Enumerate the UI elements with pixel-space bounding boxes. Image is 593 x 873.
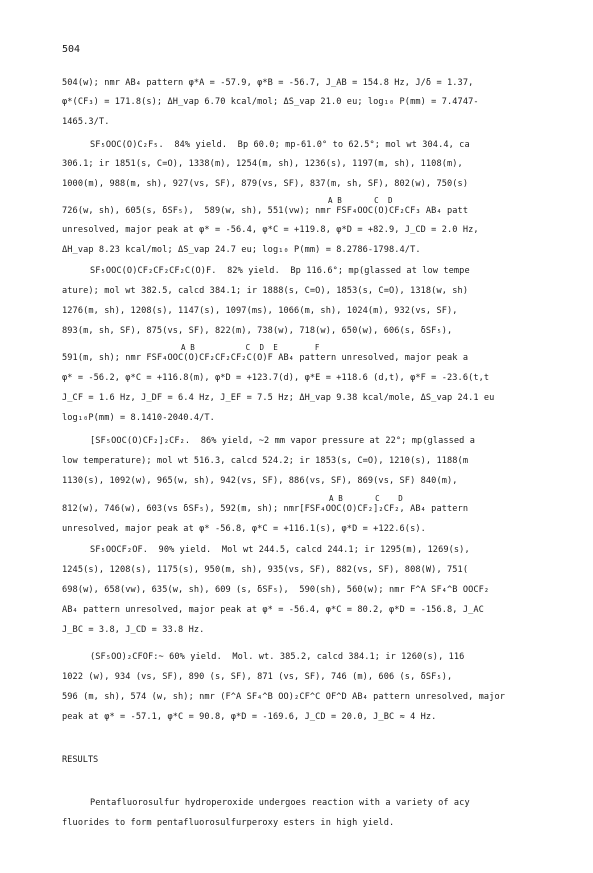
text-line: 1022 (w), 934 (vs, SF), 890 (s, SF), 871 (vs, SF), 746 (m), 606 (s, δSF₅),: [62, 672, 453, 682]
text-line: 1245(s), 1208(s), 1175(s), 950(m, sh), 935(vs, SF), 882(vs, SF), 808(W), 751(: [62, 565, 469, 575]
text-line: 698(w), 658(vw), 635(w, sh), 609 (s, δSF₅), 590(sh), 560(w); nmr F^A SF₄^B OOCF₂: [62, 585, 490, 595]
text-line: SF₅OOCF₂OF. 90% yield. Mol wt 244.5, calcd 244.1; ir 1295(m), 1269(s),: [90, 545, 470, 555]
section-heading: RESULTS: [62, 755, 99, 765]
paragraph-line: fluorides to form pentafluorosulfurperoxy esters in high yield.: [62, 818, 395, 828]
text-line: φ* = -56.2, φ*C = +116.8(m), φ*D = +123.7(d), φ*E = +118.6 (d,t), φ*F = -23.6(t,t: [62, 373, 490, 383]
paragraph-line: Pentafluorosulfur hydroperoxide undergoes reaction with a variety of acy: [90, 798, 470, 808]
text-line: 596 (m, sh), 574 (w, sh); nmr (F^A SF₄^B OO)₂CF^C OF^D AB₄ pattern unresolved, major: [62, 692, 506, 702]
text-line: 893(m, sh, SF), 875(vs, SF), 822(m), 738(w), 718(w), 650(w), 606(s, δSF₅),: [62, 326, 453, 336]
text-line: 1000(m), 988(m, sh), 927(vs, SF), 879(vs, SF), 837(m, sh, SF), 802(w), 750(s): [62, 179, 469, 189]
text-line: ature); mol wt 382.5, calcd 384.1; ir 1888(s, C=O), 1853(s, C=O), 1318(w, sh): [62, 286, 469, 296]
text-line: 504(w); nmr AB₄ pattern φ*A = -57.9, φ*B = -56.7, J_AB = 154.8 Hz, J/δ = 1.37,: [62, 78, 474, 88]
text-line: SF₅OOC(O)CF₂CF₂CF₂C(O)F. 82% yield. Bp 116.6°; mp(glassed at low tempe: [90, 266, 470, 276]
text-line: SF₅OOC(O)C₂F₅. 84% yield. Bp 60.0; mp-61.0° to 62.5°; mol wt 304.4, ca: [90, 140, 470, 150]
text-line: 726(w, sh), 605(s, δSF₅), 589(w, sh), 551(vw); nmr FSF₄OOC(O)CF₂CF₃ AB₄ patt: [62, 206, 469, 216]
text-line: J_BC = 3.8, J_CD = 33.8 Hz.: [62, 625, 205, 635]
text-line: J_CF = 1.6 Hz, J_DF = 6.4 Hz, J_EF = 7.5 Hz; ΔH_vap 9.38 kcal/mole, ΔS_vap 24.1 eu: [62, 393, 495, 403]
text-line: φ*(CF₃) = 171.8(s); ΔH_vap 6.70 kcal/mol; ΔS_vap 21.0 eu; log₁₀ P(mm) = 7.4747-: [62, 97, 479, 107]
nmr-atom-labels: A B C D: [329, 494, 403, 503]
nmr-atom-labels: A B C D E F: [181, 343, 320, 352]
text-line: 306.1; ir 1851(s, C=O), 1338(m), 1254(m, sh), 1236(s), 1197(m, sh), 1108(m),: [62, 159, 463, 169]
text-line: unresolved, major peak at φ* -56.8, φ*C = +116.1(s), φ*D = +122.6(s).: [62, 524, 426, 534]
text-line: log₁₀P(mm) = 8.1410-2040.4/T.: [62, 413, 215, 423]
text-line: [SF₅OOC(O)CF₂]₂CF₂. 86% yield, ~2 mm vapor pressure at 22°; mp(glassed a: [90, 436, 475, 446]
text-line: 591(m, sh); nmr FSF₄OOC(O)CF₂CF₂CF₂C(O)F AB₄ pattern unresolved, major peak a: [62, 353, 469, 363]
nmr-atom-labels: A B C D: [328, 196, 393, 205]
text-line: 1465.3/T.: [62, 117, 110, 127]
text-line: AB₄ pattern unresolved, major peak at φ* = -56.4, φ*C = 80.2, φ*D = -156.8, J_AC: [62, 605, 484, 615]
text-line: ΔH_vap 8.23 kcal/mol; ΔS_vap 24.7 eu; log₁₀ P(mm) = 8.2786-1798.4/T.: [62, 245, 421, 255]
text-line: low temperature); mol wt 516.3, calcd 524.2; ir 1853(s, C=O), 1210(s), 1188(m: [62, 456, 469, 466]
text-line: 1276(m, sh), 1208(s), 1147(s), 1097(ms), 1066(m, sh), 1024(m), 932(vs, SF),: [62, 306, 458, 316]
page-number: 504: [62, 44, 81, 55]
text-line: (SF₅OO)₂CFOF:~ 60% yield. Mol. wt. 385.2, calcd 384.1; ir 1260(s), 116: [90, 652, 465, 662]
text-line: peak at φ* = -57.1, φ*C = 90.8, φ*D = -169.6, J_CD = 20.0, J_BC ≈ 4 Hz.: [62, 712, 437, 722]
text-line: 812(w), 746(w), 603(vs δSF₅), 592(m, sh); nmr[FSF₄OOC(O)CF₂]₂CF₂, AB₄ pattern: [62, 504, 469, 514]
text-line: unresolved, major peak at φ* = -56.4, φ*C = +119.8, φ*D = +82.9, J_CD = 2.0 Hz,: [62, 225, 479, 235]
text-line: 1130(s), 1092(w), 965(w, sh), 942(vs, SF), 886(vs, SF), 869(vs, SF) 840(m),: [62, 476, 458, 486]
